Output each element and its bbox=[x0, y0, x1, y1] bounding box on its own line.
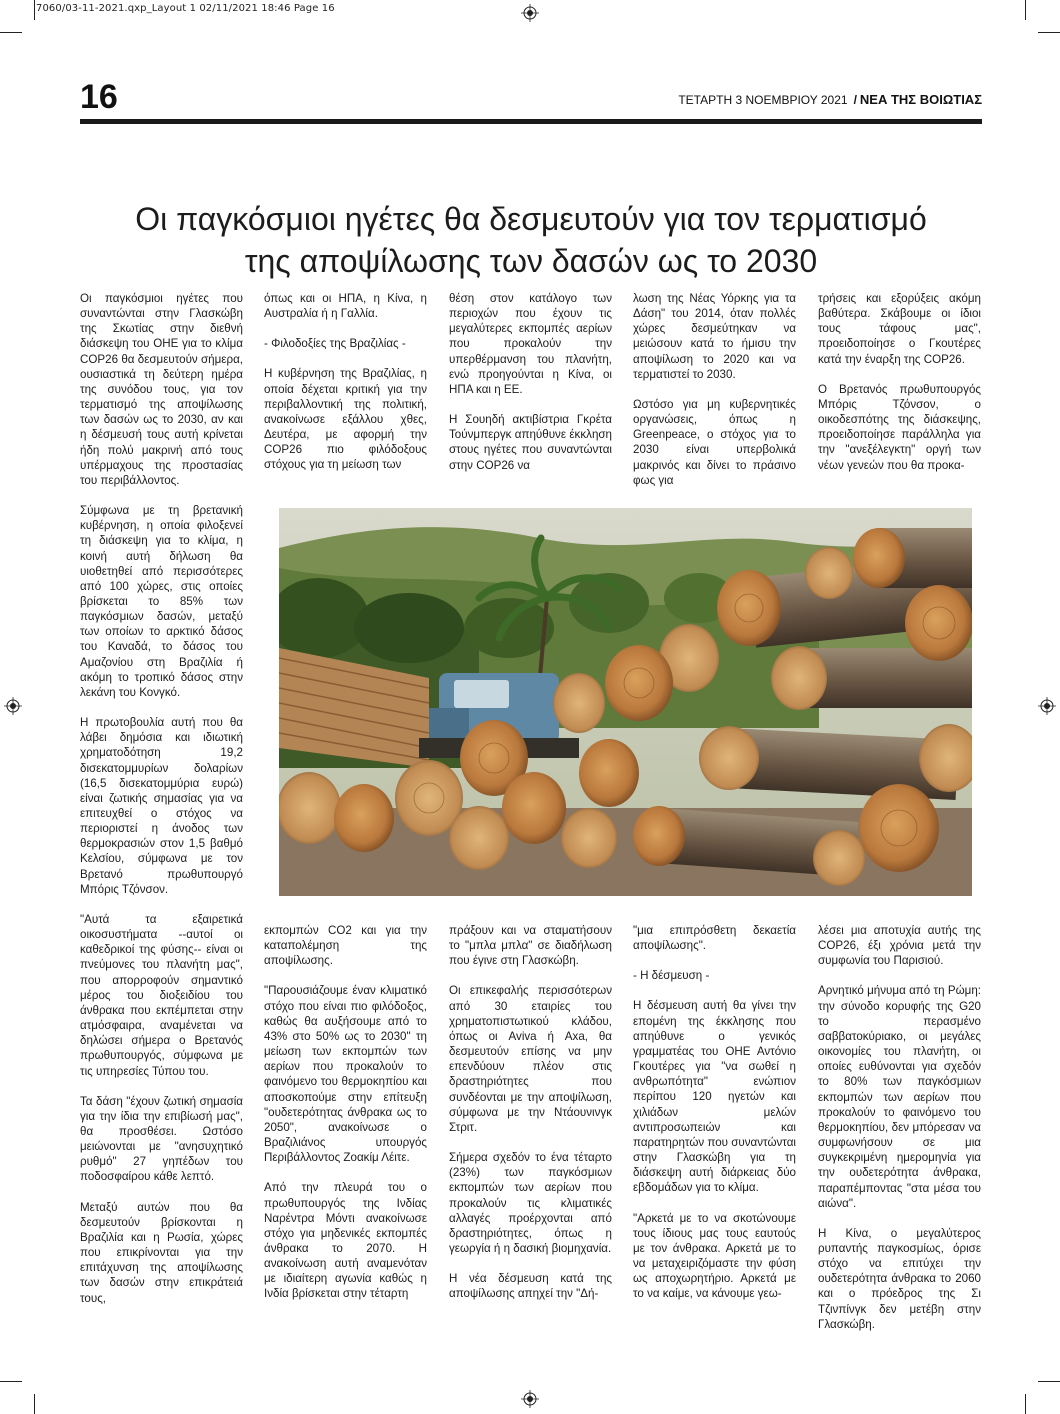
crop-mark bbox=[1025, 0, 1026, 20]
running-header bbox=[678, 92, 982, 107]
registration-mark-icon bbox=[521, 4, 539, 22]
column-4-top bbox=[633, 291, 796, 488]
paragraph: "μια επιπρόσθετη δεκαετία αποψίλωσης". bbox=[633, 924, 796, 953]
crop-mark bbox=[34, 1394, 35, 1414]
paragraph: λωση της Νέας Υόρκης για τα Δάση" του 2014, όταν πολλές χώρες δεσμεύτηκαν να μειώσουν κατά το ήμισυ την αποψίλωση το 2020 και να τερματιστεί το 2030. bbox=[633, 292, 796, 381]
paragraph: Μεταξύ αυτών που θα δεσμευτούν βρίσκονται η Βραζιλία και η Ρωσία, χώρες που επικρίνονται για την επιτάχυνση της αποψίλωσης των δασών στην επικράτειά τους, bbox=[80, 1200, 243, 1305]
paragraph: Οι παγκόσμιοι ηγέτες που συναντώνται στην Γλασκώβη της Σκωτίας στην διεθνή διάσκεψη του ΟΗΕ για το κλίμα COP26 θα δεσμευτούν σήμερα, ουσιαστικά τη δεύτερη ημέρα της συνόδου τους, για τον τερματισμό της αποψίλωσης των δασών ως το 2030, αν και η δέσμευσή τους αυτή κρίνεται ήδη πολύ μακρινή από τους υπέρμαχους της προστασίας του περιβάλλοντος. bbox=[80, 292, 243, 487]
paragraph: εκπομπών CO2 και για την καταπολέμηση της αποψίλωσης. bbox=[264, 924, 427, 968]
header-separator: / bbox=[853, 93, 857, 107]
registration-mark-icon bbox=[1038, 697, 1056, 715]
crop-mark bbox=[34, 0, 35, 20]
headline-line: της αποψίλωσης των δασών ως το 2030 bbox=[244, 243, 818, 279]
registration-mark-icon bbox=[4, 697, 22, 715]
paragraph: λέσει μια αποτυχία αυτής της COP26, έξι χρόνια μετά την συμφωνία του Παρισιού. bbox=[818, 924, 981, 968]
registration-mark-icon bbox=[521, 1390, 539, 1408]
paragraph: Η Κίνα, ο μεγαλύτερος ρυπαντής παγκοσμίως, όρισε στόχο να επιτύχει την ουδετερότητα άνθρακα το 2060 και ο πρόεδρος της Σι Τζινπίνγκ δεν μετέβη στην Γλασκώβη. bbox=[818, 1226, 981, 1331]
paragraph: Ωστόσο για μη κυβερνητικές οργανώσεις, όπως η Greenpeace, ο στόχος για το 2030 είναι υπερβολικά μακρινός και δίνει το πράσινο φως για bbox=[633, 397, 796, 487]
page-number: 16 bbox=[80, 78, 118, 116]
column-5-bottom bbox=[818, 923, 981, 1332]
article-headline bbox=[80, 198, 982, 282]
column-3-bottom bbox=[449, 923, 612, 1301]
crop-mark bbox=[0, 32, 22, 33]
paragraph: Σύμφωνα με τη βρετανική κυβέρνηση, η οποία φιλοξενεί τη διάσκεψη για το κλίμα, η κοινή αυτή δήλωση θα υιοθετηθεί από περισσότερες από 100 χώρες, στις οποίες βρίσκεται το 85% των παγκόσμιων δασών, μεταξύ των οποίων το αρκτικό δάσος του Καναδά, το δάσος του Αμαζονίου στη Βραζιλία ή ακόμη το τροπικό δάσος στην λεκάνη του Κονγκό. bbox=[80, 504, 243, 699]
paragraph: Η πρωτοβουλία αυτή που θα λάβει δημόσια και ιδιωτική χρηματοδότηση 19,2 δισεκατομμυρίων δολαρίων (16,5 δισεκατομμύρια ευρώ) είναι ζωτικής σημασίας για να επιτευχθεί ο στόχος να περιοριστεί η άνοδος των θερμοκρασιών στον 1,5 βαθμό Κελσίου, σύμφωνα με τον Βρετανό πρωθυπουργό Μπόρις Τζόνσον. bbox=[80, 716, 243, 896]
paragraph: Σήμερα σχεδόν το ένα τέταρτο (23%) των παγκόσμιων εκπομπών των αερίων που προκαλούν τις κλιματικές αλλαγές προέρχονται από δραστηριότητες, όπως η γεωργία ή η δασική βιομηχανία. bbox=[449, 1151, 612, 1255]
paragraph: Τα δάση "έχουν ζωτική σημασία για την ίδια την επιβίωσή μας", θα προσθέσει. Ωστόσο μειώνονται με "ανησυχητικό ρυθμό" 27 γηπέδων του ποδοσφαίρου κάθε λεπτό. bbox=[80, 1094, 243, 1184]
column-4-bottom bbox=[633, 923, 796, 1301]
crop-mark bbox=[0, 1381, 22, 1382]
print-slug: 7060/03-11-2021.qxp_Layout 1 02/11/2021 18:46 Page 16 bbox=[36, 3, 335, 14]
paragraph: τρήσεις και εξορύξεις ακόμη βαθύτερα. Σκάβουμε οι ίδιοι τους τάφους μας", προειδοποίησε ο Γκουτέρες κατά την έναρξη της COP26. bbox=[818, 292, 981, 366]
paragraph: Από την πλευρά του ο πρωθυπουργός της Ινδίας Ναρέντρα Μόντι ανακοίνωσε στόχο για μηδενικές εκπομπές άνθρακα το 2070. Η ανακοίνωση αυτή αναμενόταν με ιδιαίτερη αγωνία καθώς η Ινδία βρίσκεται στην τέταρτη bbox=[264, 1181, 427, 1301]
header-rule bbox=[80, 119, 982, 124]
issue-date: ΤΕΤΑΡΤΗ 3 ΝΟΕΜΒΡΙΟΥ 2021 bbox=[678, 93, 848, 107]
subheading: - Φιλοδοξίες της Βραζιλίας - bbox=[264, 337, 406, 351]
paragraph: όπως και οι ΗΠΑ, η Κίνα, η Αυστραλία ή η Γαλλία. bbox=[264, 292, 427, 321]
paragraph: πράξουν και να σταματήσουν το "μπλα μπλα" σε διαδήλωση που έγινε στη Γλασκώβη. bbox=[449, 924, 612, 968]
newspaper-name: ΝΕΑ ΤΗΣ ΒΟΙΩΤΙΑΣ bbox=[859, 92, 982, 107]
paragraph: Οι επικεφαλής περισσότερων από 30 εταιρίες του χρηματοπιστωτικού κλάδου, όπως οι Aviva ή Axa, θα δεσμευτούν επίσης να μην επενδύουν πλέον στις δραστηριότητες που συνδέονται με την αποψίλωση, σύμφωνα με την Ντάουνινγκ Στριτ. bbox=[449, 984, 612, 1134]
column-2-top bbox=[264, 291, 427, 473]
paragraph: Ο Βρετανός πρωθυπουργός Μπόρις Τζόνσον, ο οικοδεσπότης της διάσκεψης, προειδοποίησε παράλληλα για την "ανεξέλεγκτη" οργή των νέων γενεών που θα προκα- bbox=[818, 382, 981, 472]
column-2-bottom bbox=[264, 923, 427, 1302]
paragraph: Η κυβέρνηση της Βραζιλίας, η οποία δέχεται κριτική για την περιβαλλοντική της πολιτική, ανακοίνωσε εξάλλου χθες, Δευτέρα, με αφορμή την COP26 πιο φιλόδοξους στόχους για τη μείωση των bbox=[264, 367, 427, 472]
paragraph: "Παρουσιάζουμε έναν κλιματικό στόχο που είναι πιο φιλόδοξος, καθώς θα αυξήσουμε από το 43% στο 50% ως το 2030" τη μείωση των εκπομπών των αερίων που προκαλούν το φαινόμενο του θερμοκηπίου και αποσκοπούμε στην επίτευξη "ουδετερότητας άνθρακα ως το 2050", ανακοίνωσε ο Βραζιλιάνος υπουργός Περιβάλλοντος Ζοακίμ Λέιτε. bbox=[264, 984, 427, 1165]
column-1 bbox=[80, 291, 243, 1306]
paragraph: Η νέα δέσμευση κατά της αποψίλωσης απηχεί την "Δή- bbox=[449, 1272, 612, 1301]
article-photo bbox=[279, 508, 972, 896]
column-3-top bbox=[449, 291, 612, 473]
paragraph: θέση στον κατάλογο των περιοχών που έχουν τις μεγαλύτερες εκπομπές αερίων που προκαλούν την υπερθέρμανση του πλανήτη, ενώ προηγούνται η Κίνα, οι ΗΠΑ και η ΕΕ. bbox=[449, 292, 612, 396]
paragraph: Αρνητικό μήνυμα από τη Ρώμη: την σύνοδο κορυφής της G20 το περασμένο σαββατοκύριακο, οι μεγάλες οικονομίες του πλανήτη, οι οποίες ευθύνονται για σχεδόν το 80% των παγκόσμιων εκπομπών των αερίων που προκαλούν το φαινόμενο του θερμοκηπίου, δεν μπόρεσαν να συμφωνήσουν σε μια συγκεκριμένη ημερομηνία για την ουδετερότητα άνθρακα, παραπέμποντας "στα μέσα του αιώνα". bbox=[818, 984, 981, 1210]
column-5-top bbox=[818, 291, 981, 473]
paragraph: Η Σουηδή ακτιβίστρια Γκρέτα Τούνμπεργκ απηύθυνε έκκληση στους ηγέτες που συναντώνται στην COP26 να bbox=[449, 413, 612, 472]
crop-mark bbox=[1038, 32, 1060, 33]
paragraph: Η δέσμευση αυτή θα γίνει την επομένη της έκκλησης που απηύθυνε ο γενικός γραμματέας του ΟΗΕ Αντόνιο Γκουτέρες για "να σωθεί η ανθρωπότητα" ενώπιον περίπου 120 ηγετών και χιλιάδων μελών αντιπροσωπειών και παρατηρητών που συναντώνται στην Γλασκώβη για τη διάσκεψη αυτή διάρκειας δύο εβδομάδων για το κλίμα. bbox=[633, 999, 796, 1195]
photo-logs-truck-icon bbox=[279, 508, 972, 896]
paragraph: "Αυτά τα εξαιρετικά οικοσυστήματα --αυτοί οι καθεδρικοί της φύσης-- είναι οι πνεύμονες του πλανήτη μας", που απορροφούν σημαντικό μέρος του διοξειδίου του άνθρακα που εκπέμπεται στην ατμόσφαιρα, αναμένεται να δηλώσει σήμερα ο Βρετανός πρωθυπουργός, σύμφωνα με τις υπηρεσίες Τύπου του. bbox=[80, 912, 243, 1078]
subheading: - Η δέσμευση - bbox=[633, 969, 710, 983]
headline-line: Οι παγκόσμιοι ηγέτες θα δεσμευτούν για τον τερματισμό bbox=[135, 201, 927, 237]
crop-mark bbox=[1038, 1381, 1060, 1382]
paragraph: "Αρκετά με το να σκοτώνουμε τους ίδιους μας τους εαυτούς με τον άνθρακα. Αρκετά με το να μεταχειριζόμαστε την φύση ως αποχωρητήριο. Αρκετά με το να καίμε, να κάνουμε γεω- bbox=[633, 1211, 796, 1301]
crop-mark bbox=[1025, 1394, 1026, 1414]
